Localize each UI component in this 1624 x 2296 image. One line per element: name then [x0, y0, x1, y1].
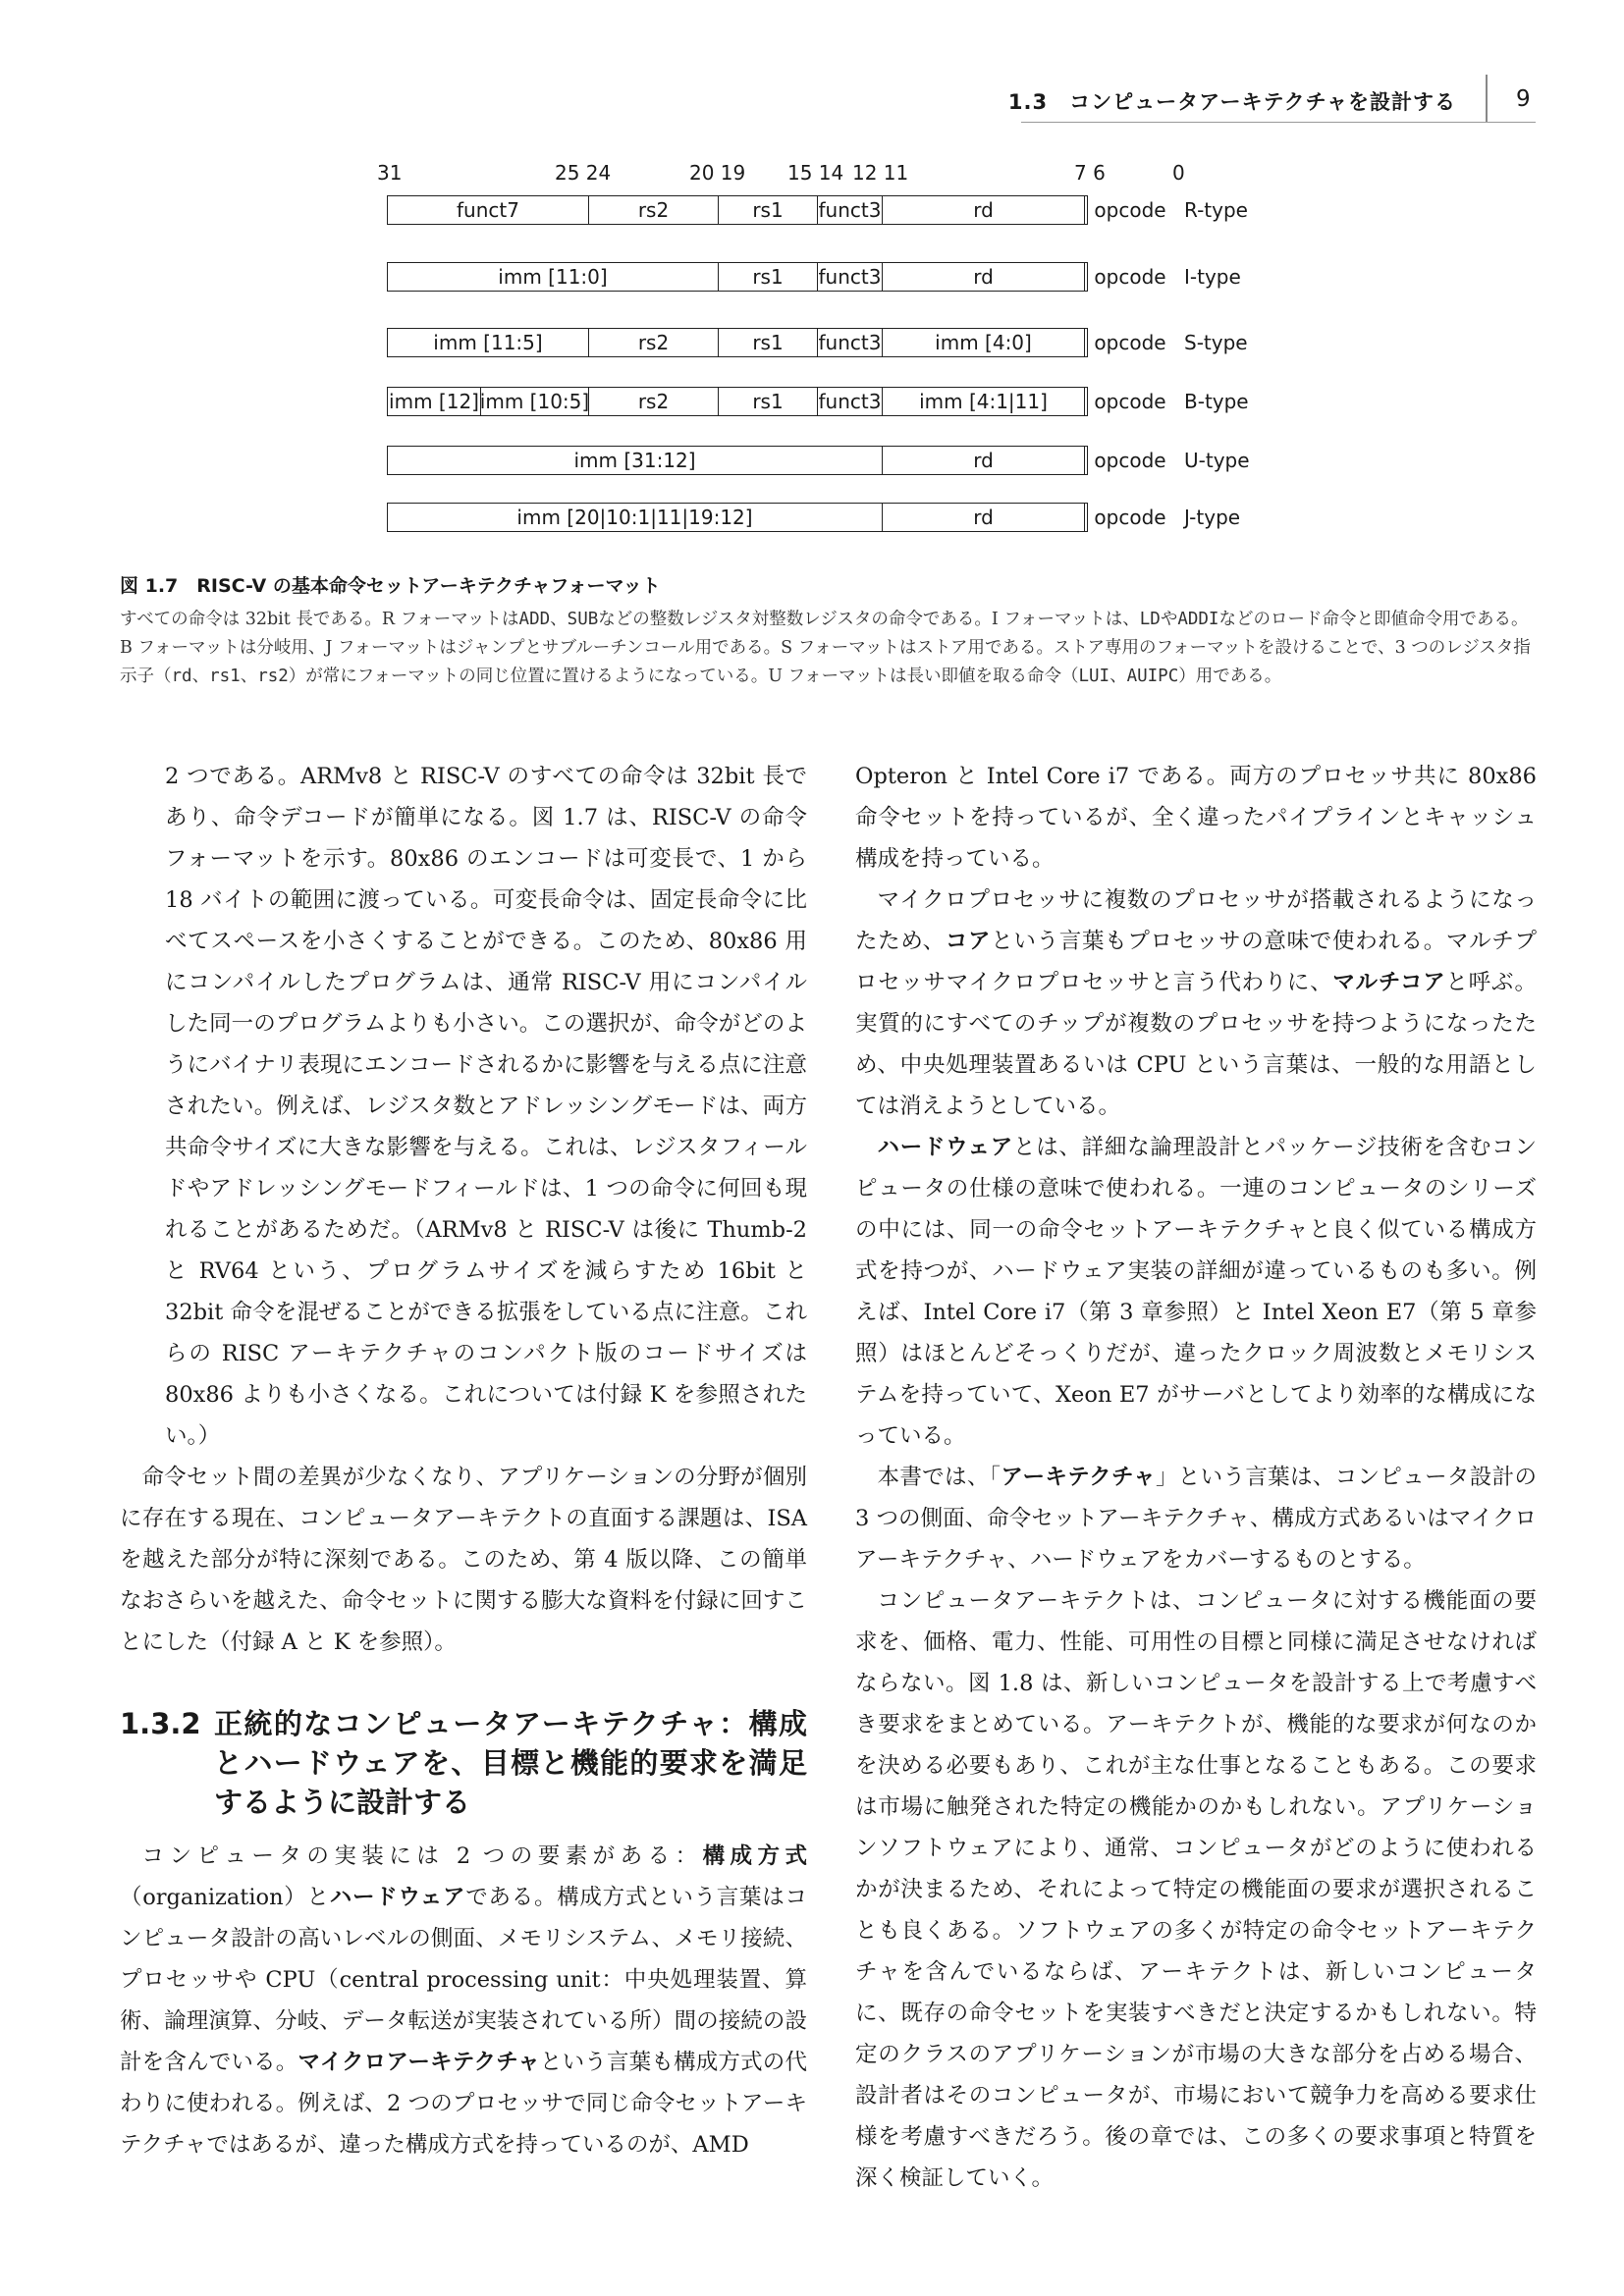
code-lui: LUI	[1078, 667, 1110, 686]
format-row-i-type	[387, 262, 1166, 292]
field-rd: rd	[882, 263, 1084, 291]
paragraph: 命令セット間の差異が少なくなり、アプリケーションの分野が個別に存在する現在、コンピュータアーキテクトの直面する課題は、ISA を越えた部分が特に深刻である。このため、第 4 版以降、この簡単なおさらいを越えた、命令セットに関する膨大な資料を付録に回すことにした（付録 A と K を参照）。	[120, 1465, 807, 1655]
field-opcode: opcode	[1084, 447, 1175, 474]
bit-label: 20 19	[689, 161, 746, 185]
format-type-label: S-type	[1184, 331, 1248, 354]
field-funct3: funct3	[818, 390, 882, 413]
format-type-label: U-type	[1184, 449, 1250, 472]
format-row-r-type	[387, 195, 1166, 225]
format-type-label: I-type	[1184, 265, 1241, 289]
code-rs1: rs1	[209, 667, 241, 686]
field-rd: rd	[882, 196, 1084, 224]
format-type-label: R-type	[1184, 198, 1248, 222]
code-rd: rd	[171, 667, 192, 686]
field-rs2: rs2	[588, 388, 718, 415]
bit-label: 25 24	[555, 161, 612, 185]
field-imm: imm [12]	[389, 390, 479, 413]
paragraph: コンピュータアーキテクトは、コンピュータに対する機能面の要求を、価格、電力、性能、可用性の目標と同様に満足させなければならない。図 1.8 は、新しいコンピュータを設計する上で考慮すべき要求をまとめている。アーキテクトが、機能的な要求が何なのかを決める必要もあり、これが主な仕事となることもある。この要求は市場に触発された特定の機能かのかもしれない。アプリケーションソフトウェアにより、通常、コンピュータがどのように使われるかが決まるため、それによって特定の機能面の要求が選択されることも良くある。ソフトウェアの多くが特定の命令セットアーキテクチャを含んでいるならば、アーキテクトは、新しいコンピュータに、既存の命令セットを実装すべきだと決定するかもしれない。特定のクラスのアプリケーションが市場の大きな部分を占める場合、設計者はそのコンピュータが、市場において競争力を高める要求仕様を考慮すべきだろう。後の章では、この多くの要求事項と特質を深く検証していく。	[855, 1588, 1537, 2191]
paragraph: Opteron と Intel Core i7 である。両方のプロセッサ共に 80x86 命令セットを持っているが、全く違ったパイプラインとキャッシュ構成を持っている。	[855, 764, 1537, 872]
format-row-j-type	[387, 503, 1166, 532]
bit-label: 0	[1172, 161, 1185, 185]
section-number: 1.3.2	[120, 1707, 201, 1740]
field-rs2: rs2	[588, 196, 718, 224]
term-microarchitecture: マイクロアーキテクチャ	[298, 2050, 540, 2075]
bit-label: 15 14	[787, 161, 844, 185]
code-addi: ADDI	[1177, 610, 1219, 629]
code-add: ADD	[518, 610, 551, 629]
field-imm: imm [4:1|11]	[882, 388, 1084, 415]
code-rs2: rs2	[257, 667, 289, 686]
field-rs1: rs1	[718, 388, 817, 415]
field-imm: imm [11:0]	[498, 265, 608, 289]
paragraph: ハードウェアとは、詳細な論理設計とパッケージ技術を含むコンピュータの仕様の意味で使われる。一連のコンピュータのシリーズの中には、同一の命令セットアーキテクチャと良く似ている構成方式を持つが、ハードウェア実装の詳細が違っているものも多い。例えば、Intel Core i7（第 3 章参照）と Intel Xeon E7（第 5 章参照）はほとんどそっくりだが、違ったクロック周波数とメモリシステムを持っていて、Xeon E7 がサーバとしてより効率的な構成になっている。	[855, 1135, 1537, 1449]
format-row-b-type	[387, 387, 1166, 416]
format-row-u-type	[387, 446, 1166, 475]
left-column	[120, 756, 807, 2165]
code-sub: SUB	[567, 610, 599, 629]
figure-description: すべての命令は 32bit 長である。R フォーマットはADD、SUBなどの整数レジスタ対整数レジスタの命令である。I フォーマットは、LDやADDIなどのロード命令と即値命令用である。B フォーマットは分岐用、J フォーマットはジャンプとサブルーチンコール用である。S フォーマットはストア用である。ストア専用のフォーマットを設けることで、3 つのレジスタ指示子（rd、rs1、rs2）が常にフォーマットの同じ位置に置けるようになっている。U フォーマットは長い即値を取る命令（LUI、AUIPC）用である。	[120, 610, 1531, 686]
format-row-s-type	[387, 328, 1166, 357]
section-heading	[120, 1704, 807, 1822]
field-funct3: funct3	[818, 331, 882, 354]
field-funct3: funct3	[818, 265, 882, 289]
field-rs1: rs1	[718, 196, 817, 224]
field-imm: imm [20|10:1|11|19:12]	[516, 506, 753, 529]
field-opcode: opcode	[1084, 504, 1175, 531]
paragraph: コンピュータの実装には 2 つの要素がある：構成方式（organization）とハードウェアである。構成方式という言葉はコンピュータ設計の高いレベルの側面、メモリシステム、メモリ接続、プロセッサや CPU（central processing unit：中央処理装置、算術、論理演算、分岐、データ転送が実装されている所）間の接続の設計を含んでいる。マイクロアーキテクチャという言葉も構成方式の代わりに使われる。例えば、2 つのプロセッサで同じ命令セットアーキテクチャではあるが、違った構成方式を持っているのが、AMD	[120, 1843, 807, 2158]
running-header-title: 1.3 コンピュータアーキテクチャを設計する	[1007, 90, 1456, 114]
field-imm: imm [11:5]	[433, 331, 543, 354]
term-organization: 構成方式	[702, 1843, 807, 1869]
field-opcode: opcode	[1084, 329, 1175, 356]
field-funct7: funct7	[457, 198, 519, 222]
right-column	[855, 756, 1537, 2199]
field-funct3: funct3	[818, 198, 882, 222]
page-number: 9	[1516, 86, 1531, 112]
format-type-label: J-type	[1184, 506, 1241, 529]
paragraph: 本書では、「アーキテクチャ」という言葉は、コンピュータ設計の 3 つの側面、命令セットアーキテクチャ、構成方式あるいはマイクロアーキテクチャ、ハードウェアをカバーするものとする。	[855, 1465, 1537, 1573]
format-type-label: B-type	[1184, 390, 1249, 413]
paragraph: マイクロプロセッサに複数のプロセッサが搭載されるようになったため、コアという言葉もプロセッサの意味で使われる。マルチプロセッサマイクロプロセッサと言う代わりに、マルチコアと呼ぶ。実質的にすべてのチップが複数のプロセッサを持つようになったため、中央処理装置あるいは CPU という言葉は、一般的な用語としては消えようとしている。	[855, 887, 1537, 1119]
field-rd: rd	[882, 504, 1084, 531]
field-opcode: opcode	[1084, 196, 1175, 224]
code-auipc: AUIPC	[1126, 667, 1179, 686]
section-title: 正統的なコンピュータアーキテクチャ：構成とハードウェアを、目標と機能的要求を満足するように設計する	[214, 1707, 807, 1819]
field-rs1: rs1	[718, 263, 817, 291]
term-hardware: ハードウェア	[329, 1885, 466, 1910]
term-core: コア	[945, 929, 992, 954]
code-ld: LD	[1139, 610, 1161, 629]
field-opcode: opcode	[1084, 263, 1175, 291]
bit-label: 7 6	[1074, 161, 1106, 185]
field-imm: imm [10:5]	[479, 390, 590, 413]
field-rd: rd	[882, 447, 1084, 474]
paragraph: 2 つである。ARMv8 と RISC-V のすべての命令は 32bit 長であり、命令デコードが簡単になる。図 1.7 は、RISC-V の命令フォーマットを示す。80x86 のエンコードは可変長で、1 から 18 バイトの範囲に渡っている。可変長命令は、固定長命令に比べてスペースを小さくすることができる。このため、80x86 用にコンパイルしたプログラムは、通常 RISC-V 用にコンパイルした同一のプログラムよりも小さい。この選択が、命令がどのようにバイナリ表現にエンコードされるかに影響を与える点に注意されたい。例えば、レジスタ数とアドレッシングモードは、両方共命令サイズに大きな影響を与える。これは、レジスタフィールドやアドレッシングモードフィールドは、1 つの命令に何回も現れることがあるためだ。（ARMv8 と RISC-V は後に Thumb-2 と RV64 という、プログラムサイズを減らすため 16bit と 32bit 命令を混ぜることができる拡張をしている点に注意。これらの RISC アーキテクチャのコンパクト版のコードサイズは 80x86 よりも小さくなる。これについては付録 K を参照されたい。）	[165, 764, 807, 1449]
field-imm: imm [4:0]	[882, 329, 1084, 356]
field-imm: imm [31:12]	[573, 449, 696, 472]
instruction-format-figure	[0, 0, 1624, 550]
term-architecture: アーキテクチャ	[1001, 1465, 1156, 1490]
field-rs1: rs1	[718, 329, 817, 356]
field-rs2: rs2	[588, 329, 718, 356]
figure-caption: 図 1.7 RISC-V の基本命令セットアーキテクチャフォーマット	[120, 575, 661, 597]
term-multicore: マルチコア	[1332, 970, 1446, 995]
term-hardware: ハードウェア	[877, 1135, 1013, 1160]
field-opcode: opcode	[1084, 388, 1175, 415]
bit-label: 12 11	[852, 161, 909, 185]
bit-label: 31	[377, 161, 403, 185]
